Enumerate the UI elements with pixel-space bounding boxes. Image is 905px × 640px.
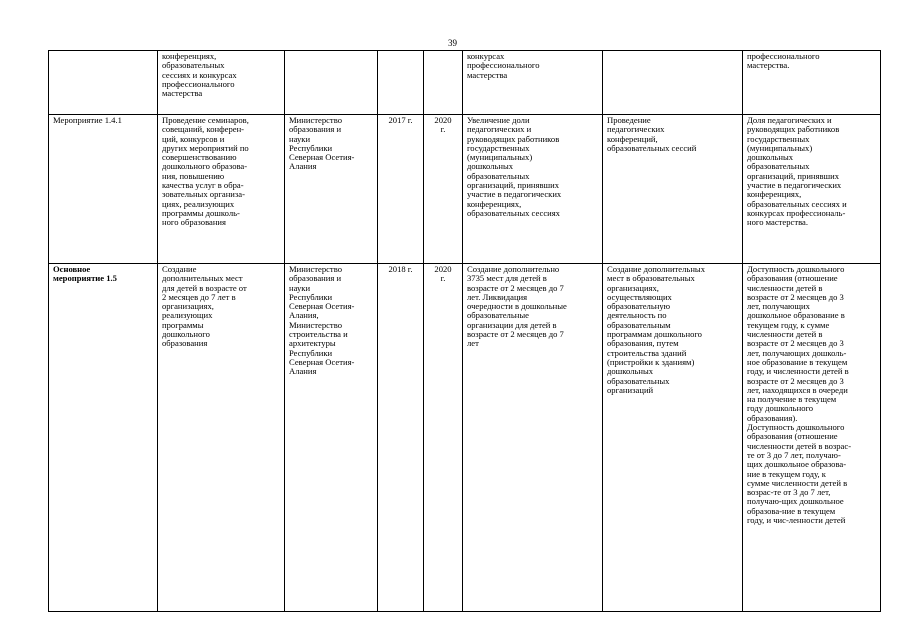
expected-result-cell: конкурсах профессионального мастерства — [463, 51, 603, 115]
start-year-cell — [378, 51, 424, 115]
expected-result-cell: Увеличение доли педагогических и руководящих работников государственных (муниципальных) дошкольных образовательных организаций, принявших участие в педагогических конференциях, образовательных сессиях — [463, 115, 603, 264]
start-year-cell: 2017 г. — [378, 115, 424, 264]
executor-cell: Министерство образования и науки Республики Северная Осетия- Алания, Министерство строительства и архитектуры Республики Северная Осетия- Алания — [285, 264, 378, 612]
expected-result-cell: Создание дополнительно 3735 мест для детей в возрасте от 2 месяцев до 7 лет. Ликвидация очередности в дошкольные образовательные организации для детей в возрасте от 2 месяцев до 7 лет — [463, 264, 603, 612]
indicators-cell: Доступность дошкольного образования (отношение численности детей в возрасте от 2 месяцев до 3 лет, получающих дошкольное образование в текущем году, к сумме численности детей в возрасте от 2 месяцев до 3 лет, получающих дошколь- ное образование в текущем году, и численности детей в возрасте от 2 месяцев до 3 лет, находящихся в очереди на получение в текущем году дошкольного образования). Доступность дошкольного образования (отношение численности детей в возрас- те от 3 до 7 лет, получаю- щих дошкольное образова- ние в текущем году, к сумме численности детей в возрас-те от 3 до 7 лет, получаю-щих дошкольное образова-ние в текущем году, и чис-ленности детей — [743, 264, 881, 612]
table-row — [49, 264, 881, 612]
activity-name-cell: Мероприятие 1.4.1 — [49, 115, 158, 264]
table-row — [49, 115, 881, 264]
main-directions-cell: Проведение педагогических конференций, образовательных сессий — [603, 115, 743, 264]
end-year-cell: 2020 г. — [424, 264, 463, 612]
indicators-cell: профессионального мастерства. — [743, 51, 881, 115]
activity-description-cell: конференциях, образовательных сессиях и конкурсах профессионального мастерства — [158, 51, 285, 115]
end-year-cell: 2020 г. — [424, 115, 463, 264]
activity-description-cell: Создание дополнительных мест для детей в возрасте от 2 месяцев до 7 лет в организациях, реализующих программы дошкольного образования — [158, 264, 285, 612]
activity-name-cell — [49, 51, 158, 115]
activity-description-cell: Проведение семинаров, совещаний, конферен- ций, конкурсов и других мероприятий по совершенствованию дошкольного образова- ния, повышению качества услуг в обра- зовательных организа- циях, реализующих программы дошколь- ного образования — [158, 115, 285, 264]
page-number: 39 — [448, 38, 457, 48]
executor-cell: Министерство образования и науки Республики Северная Осетия- Алания — [285, 115, 378, 264]
table-row — [49, 51, 881, 115]
program-activities-table — [48, 50, 881, 612]
main-directions-cell — [603, 51, 743, 115]
executor-cell — [285, 51, 378, 115]
main-directions-cell: Создание дополнительных мест в образовательных организациях, осуществляющих образовательную деятельность по образовательным программам дошкольного образования, путем строительства зданий (пристройки к зданиям) дошкольных образовательных организаций — [603, 264, 743, 612]
indicators-cell: Доля педагогических и руководящих работников государственных (муниципальных) дошкольных образовательных организаций, принявших участие в педагогических конференциях, образовательных сессиях и конкурсах профессиональ- ного мастерства. — [743, 115, 881, 264]
start-year-cell: 2018 г. — [378, 264, 424, 612]
activity-name-cell: Основное мероприятие 1.5 — [49, 264, 158, 612]
end-year-cell — [424, 51, 463, 115]
